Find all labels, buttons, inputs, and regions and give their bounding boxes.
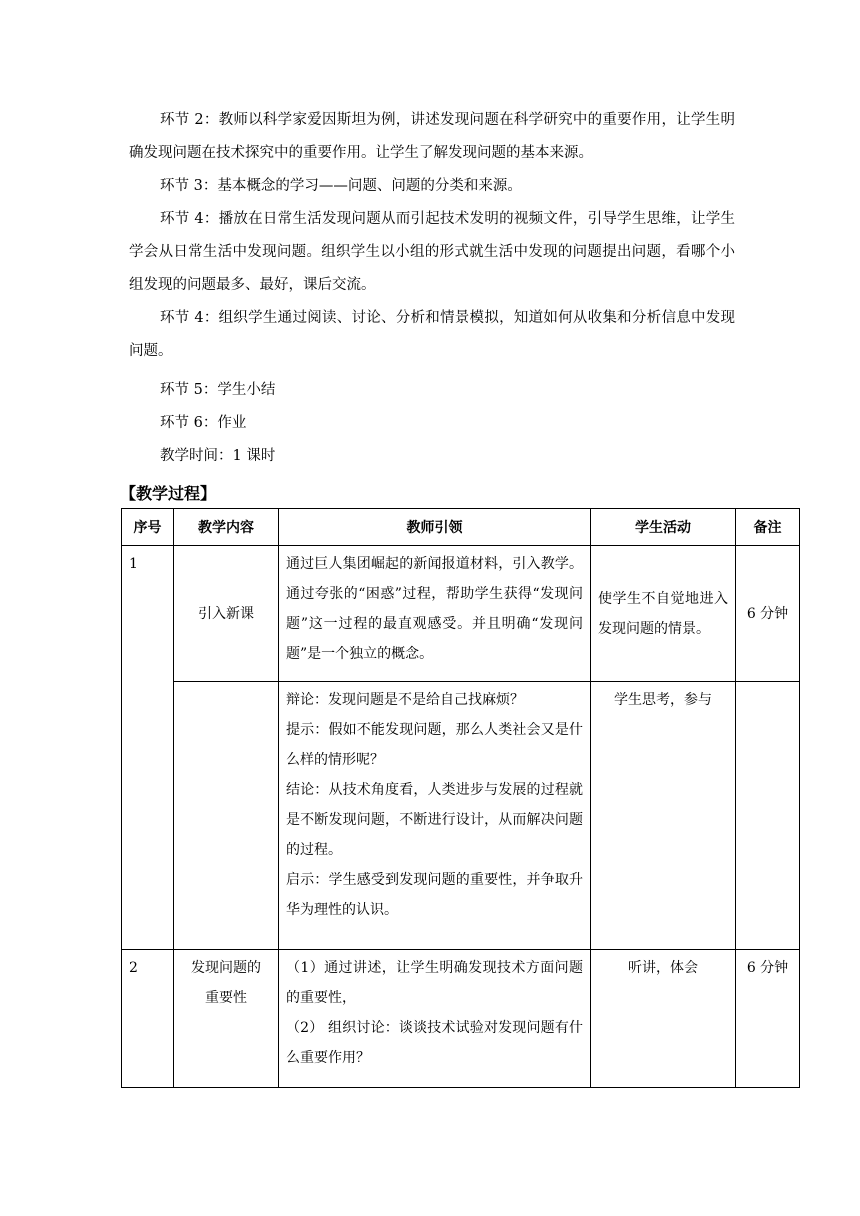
row-teacher-guidance (279, 950, 590, 1076)
paragraph-step-6: 环节 6：作业 (160, 415, 247, 431)
paragraph-step-3: 环节 3：基本概念的学习——问题、问题的分类和来源。 (160, 178, 522, 194)
row-number-cell (122, 546, 174, 950)
note-cell (736, 546, 800, 682)
paragraph-step-4b: 环节 4：组织学生通过阅读、讨论、分析和情景模拟，知道如何从收集和分析信息中发现问题。 (129, 310, 735, 359)
header-notes: 备注 (736, 509, 800, 546)
row-student-activity: 使学生不自觉地进入发现问题的情景。 (598, 590, 728, 637)
row-note: 6 分钟 (746, 960, 789, 976)
row-number-cell (122, 950, 174, 1088)
content-cell (174, 950, 279, 1088)
row-note (736, 682, 799, 688)
table-row (122, 950, 800, 1088)
student-cell (591, 546, 736, 682)
header-teacher-guidance: 教师引领 (279, 509, 591, 546)
row-teacher-guidance: 通过巨人集团崛起的新闻报道材料，引入教学。通过夸张的“困惑”过程，帮助学生获得“发现问题”这一过程的最直观感受。并且明确“发现问题”是一个独立的概念。 (286, 556, 583, 662)
teacher-line-insight: 启示：学生感受到发现问题的重要性，并争取升华为理性的认识。 (286, 872, 583, 918)
teacher-line-1: （1）通过讲述，让学生明确发现技术方面问题的重要性， (286, 960, 583, 1006)
row-content (174, 682, 278, 688)
paragraph-step-2: 环节 2：教师以科学家爱因斯坦为例，讲述发现问题在科学研究中的重要作用，让学生明确发现问题在技术探究中的重要作用。让学生了解发现问题的基本来源。 (129, 112, 735, 161)
header-content: 教学内容 (174, 509, 279, 546)
student-cell (591, 950, 736, 1088)
note-cell (736, 682, 800, 950)
table-header-row (122, 509, 800, 546)
section-heading: 【教学过程】 (120, 484, 217, 503)
note-cell (736, 950, 800, 1088)
teacher-cell (279, 546, 591, 682)
header-student-activity: 学生活动 (591, 509, 736, 546)
teacher-line-hint: 提示：假如不能发现问题，那么人类社会又是什么样的情形呢？ (286, 722, 583, 768)
content-cell (174, 546, 279, 682)
table-row (122, 682, 800, 950)
student-cell (591, 682, 736, 950)
teacher-line-conclusion: 结论：从技术角度看，人类进步与发展的过程就是不断发现问题，不断进行设计，从而解决问题的过程。 (286, 782, 583, 858)
paragraph-teaching-time: 教学时间：1 课时 (160, 448, 276, 464)
row-student-activity: 听讲，体会 (628, 960, 698, 976)
content-cell (174, 682, 279, 950)
row-content: 发现问题的重要性 (191, 960, 261, 1006)
row-number: 2 (129, 960, 138, 976)
row-student-activity: 学生思考，参与 (614, 692, 712, 708)
teacher-line-2: （2） 组织讨论：谈谈技术试验对发现问题有什么重要作用？ (286, 1020, 583, 1066)
row-note: 6 分钟 (746, 605, 789, 622)
table-row (122, 546, 800, 682)
row-content: 引入新课 (198, 605, 254, 622)
teacher-cell (279, 950, 591, 1088)
teacher-cell (279, 682, 591, 950)
paragraph-step-4a: 环节 4：播放在日常生活发现问题从而引起技术发明的视频文件，引导学生思维，让学生学会从日常生活中发现问题。组织学生以小组的形式就生活中发现的问题提出问题，看哪个小组发现的问题最多、最好，课后交流。 (129, 211, 735, 293)
teacher-line-debate: 辩论：发现问题是不是给自己找麻烦？ (286, 692, 524, 708)
row-teacher-guidance (279, 682, 590, 928)
paragraph-step-5: 环节 5：学生小结 (160, 382, 276, 398)
header-number: 序号 (122, 509, 174, 546)
teaching-process-table (121, 508, 800, 1088)
row-number: 1 (129, 556, 138, 572)
